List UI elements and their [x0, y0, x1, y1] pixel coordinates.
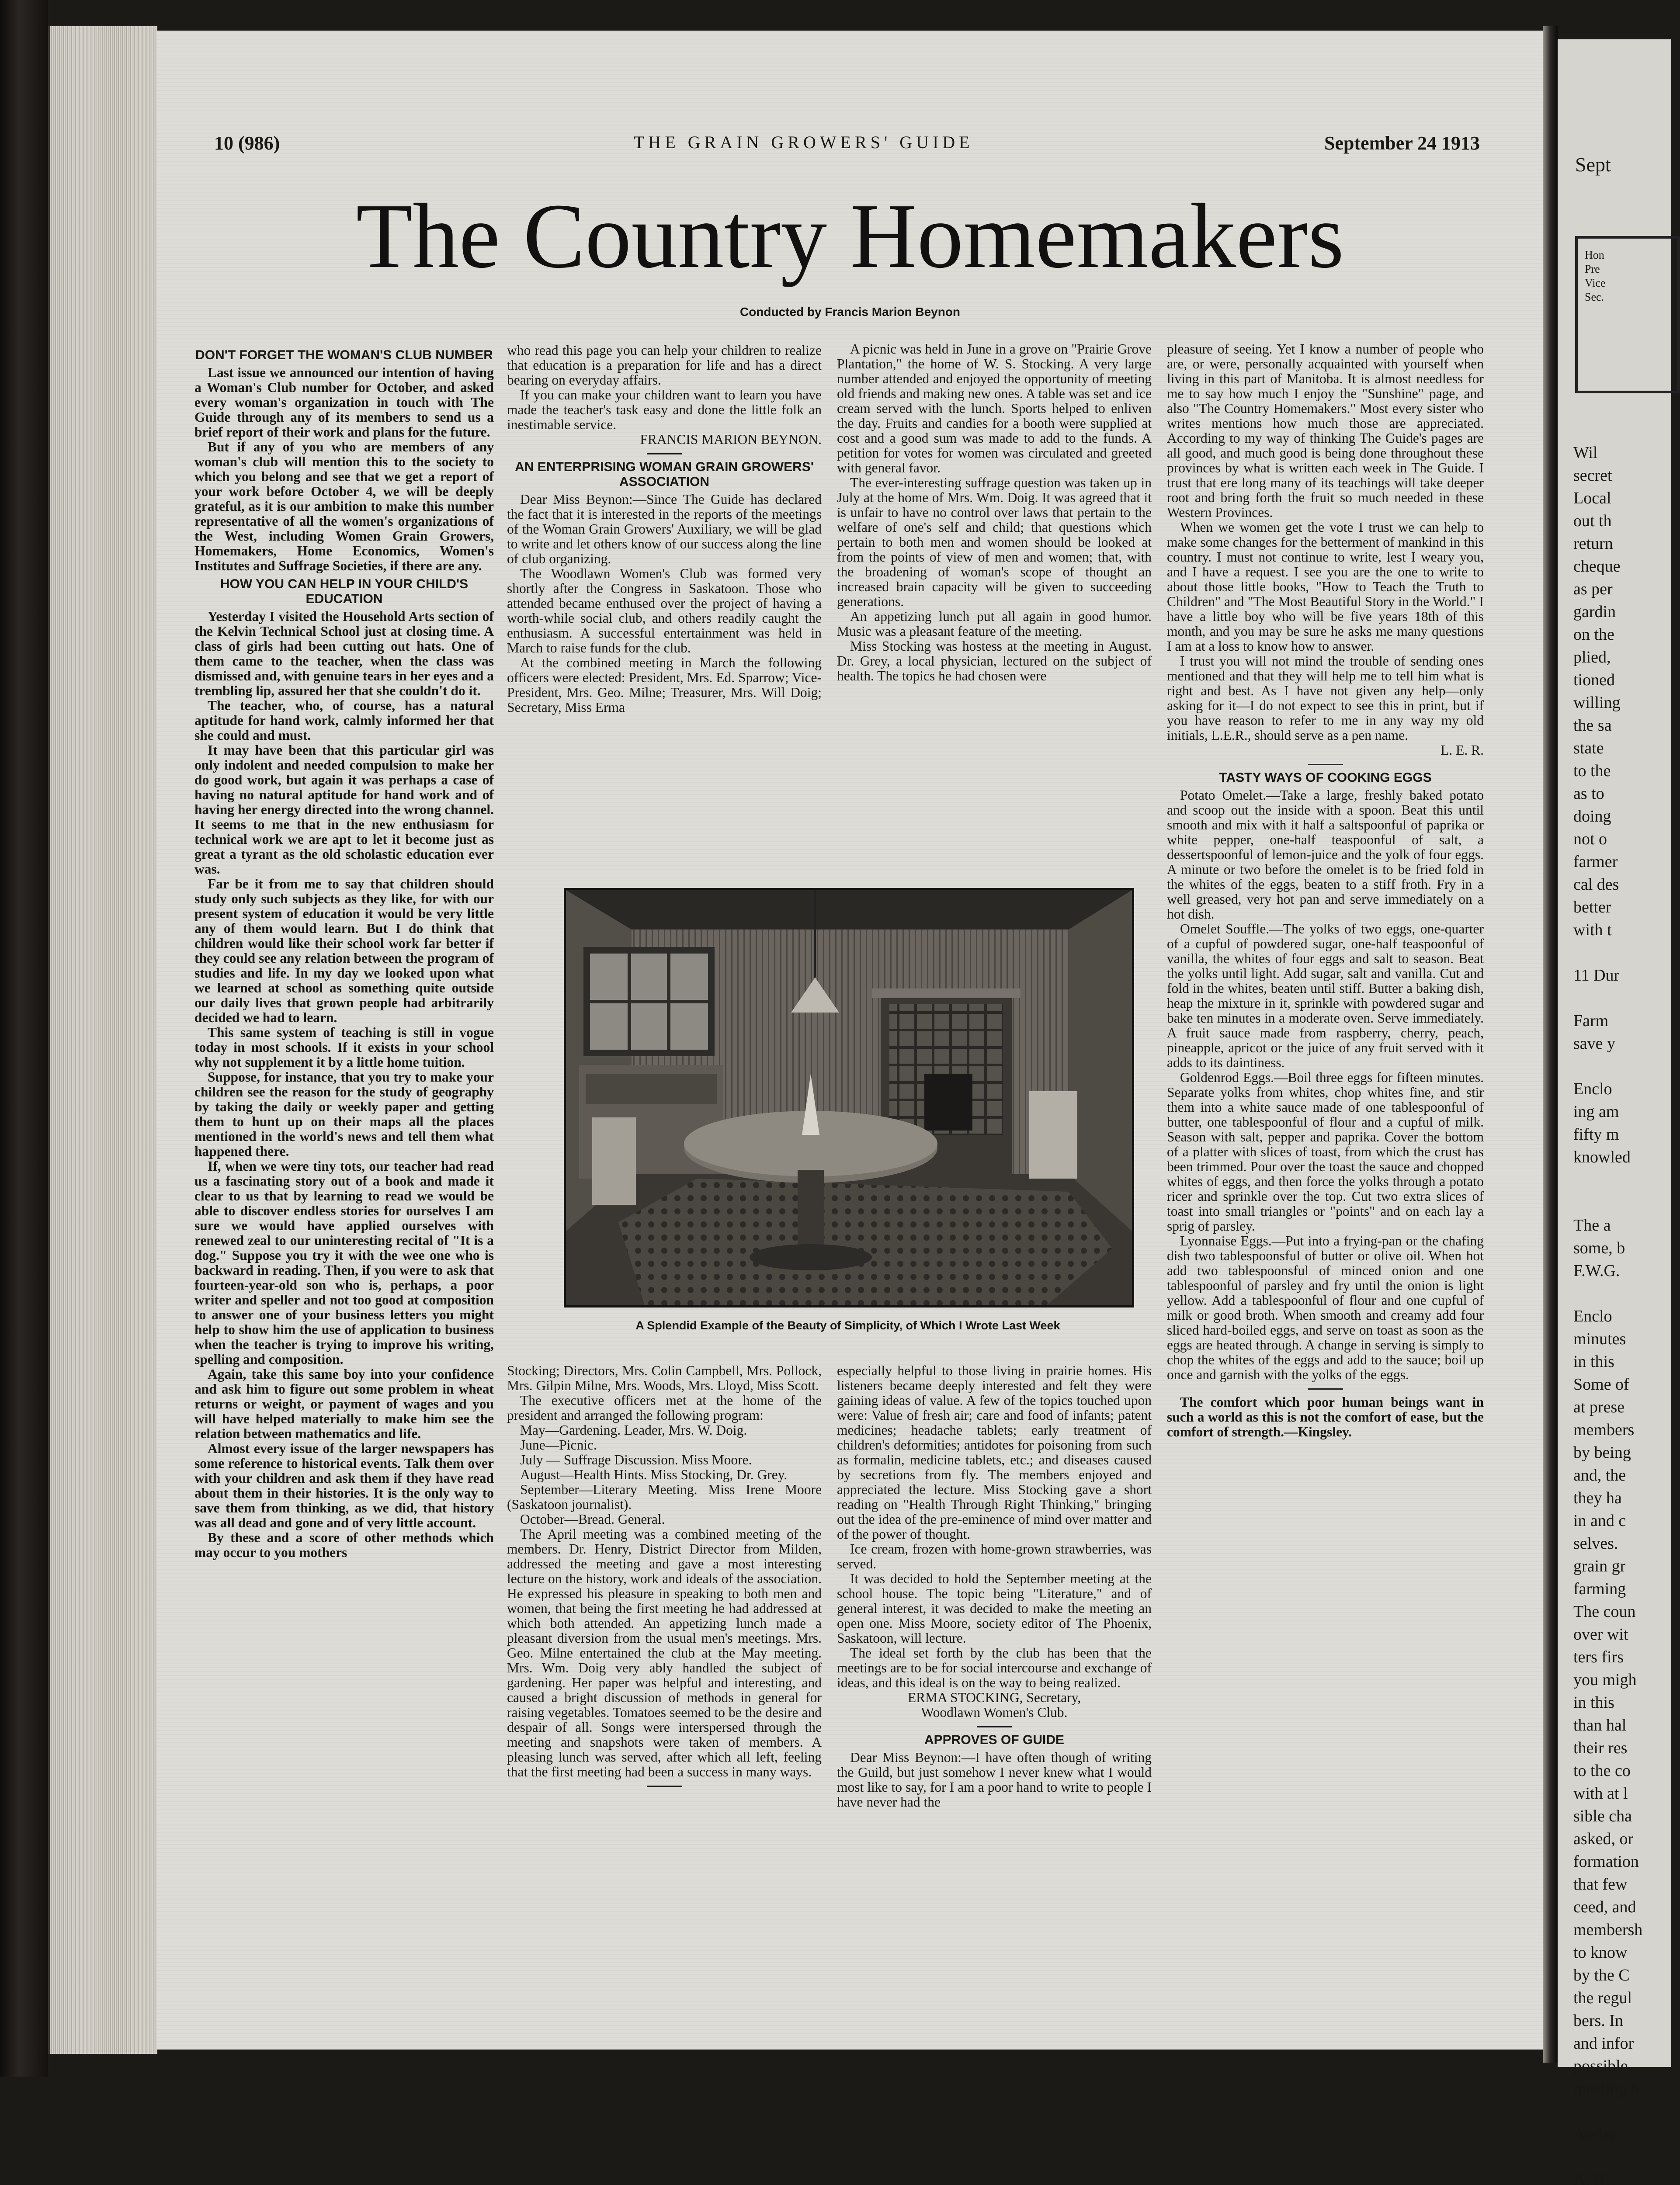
adjacent-line: ing am [1573, 1103, 1619, 1121]
paragraph: Ice cream, frozen with home-grown strawberries, was served. [837, 1541, 1152, 1571]
adjacent-line: secret [1573, 466, 1612, 485]
adjacent-line: in this [1573, 1693, 1614, 1712]
box-line: Hon [1585, 249, 1604, 261]
adjacent-line: by being [1573, 1443, 1631, 1462]
adjacent-line: asked, or [1573, 1830, 1634, 1848]
paragraph: Suppose, for instance, that you try to make your children see the reason for the study of geography by taking the daily or weekly paper and getting them to hunt up on their maps all the places mentioned in the world's news and tell them what happened there. [194, 1069, 494, 1159]
adjacent-page-date: Sept [1575, 153, 1611, 176]
paragraph: Yesterday I visited the Household Arts section of the Kelvin Technical School just at closing time. A class of girls had been cutting out hats. One of them came to the teacher, when the class was dismissed and, with genuine tears in her eyes and a trembling lip, assured her that she couldn't do it. [194, 609, 494, 698]
paragraph: This same system of teaching is still in vogue today in most schools. If it exists in your school why not supplement it by a little home tuition. [194, 1025, 494, 1070]
heading-association: AN ENTERPRISING WOMAN GRAIN GROWERS' ASSOCIATION [515, 460, 814, 489]
adjacent-line: members [1573, 1421, 1635, 1439]
adjacent-line: the sa [1573, 716, 1612, 735]
paragraph: Far be it from me to say that children should study only such subjects as they like, for with our present system of education it would be very little any of them would learn. But I do think that children would like their school work far better if they could see any relation between the program of studies and life. In my day we looked upon what we learned at school as something quite outside our daily lives that grown people had arbitrarily decided we had to learn. [194, 876, 494, 1025]
quote: The comfort which poor human beings want in such a world as this is not the comfort of ease, but the comfort of strength.—Kingsley. [1167, 1394, 1484, 1439]
paragraph: The executive officers met at the home of the president and arranged the following program: [507, 1393, 822, 1423]
signature: FRANCIS MARION BEYNON. [640, 432, 822, 447]
adjacent-line: not o [1573, 830, 1607, 848]
interior-photo [564, 888, 1134, 1308]
adjacent-line: Enclo [1573, 1080, 1612, 1098]
adjacent-line: to know [1573, 1943, 1628, 1962]
paragraph: Goldenrod Eggs.—Boil three eggs for fifteen minutes. Separate yolks from whites, chop whites fine, and stir them into a white sauce made of one tablespoonful of butter, one tablespoonful of flour and a cupful of milk. Season with salt, pepper and paprika. Cover the bottom of a platter with slices of toast, from which the crust has been trimmed. Pour over the toast the sauce and chopped whites of eggs, and then force the yolks through a potato ricer and sprinkle over the top. Cut two extra slices of toast into small triangles or "points" and on each lay a sprig of parsley. [1167, 1070, 1484, 1234]
adjacent-line: A. H. [1573, 2171, 1610, 2185]
adjacent-line [1573, 987, 1674, 1009]
adjacent-line: doing [1573, 807, 1611, 825]
adjacent-line: over wit [1573, 1625, 1628, 1644]
paragraph: When we women get the vote I trust we can help to make some changes for the betterment of mankind in this country. I must not continue to write, lest I weary you, and I have a request. I see you are the one to write to about those little books, "How to Teach the Truth to Children" and "The Most Beautiful Story in the World." I have a little boy who will be five years 18th of this month, and you may be sure he asks me many questions I am at a loss to know how to answer. [1167, 520, 1484, 654]
column-3 [837, 342, 1152, 875]
adjacent-line: selves. [1573, 1534, 1618, 1553]
adjacent-line: as to [1573, 784, 1604, 803]
paragraph: It may have been that this particular girl was only indolent and needed compulsion to make her do good work, but again it was perhaps a case of having no natural aptitude for hand work and of having her energy directed into the wrong channel. It seems to me that in the new enthusiasm for technical work we are apt to let it become just as great a tyrant as the old scholastic education ever was. [194, 742, 494, 877]
paragraph: The ideal set forth by the club has been that the meetings are to be for social intercourse and exchange of ideas, and this ideal is on the way to being realized. [837, 1645, 1152, 1690]
paragraph: especially helpful to those living in prairie homes. His listeners became deeply interested and felt they were gaining ideas of value. A few of the topics touched upon were: Value of fresh air; care and food of infants; patent medicines; headache tablets; early treatment of children's deformities; antidotes for poisoning from such as formalin, medicine tablets, etc.; and diseases caused by secretions from fly. The members enjoyed and appreciated the lecture. Miss Stocking gave a short reading on "Health Through Right Thinking," bringing out the idea of the pre-eminence of mind over matter and of the power of thought. [837, 1363, 1152, 1542]
section-title: The Country Homemakers [356, 184, 1344, 287]
adjacent-line [1573, 1169, 1674, 1191]
adjacent-line: fifty m [1573, 1125, 1619, 1144]
divider [1308, 764, 1343, 765]
adjacent-line: The a [1573, 1216, 1611, 1235]
adjacent-line: on the [1573, 625, 1614, 644]
adjacent-line: farming [1573, 1580, 1626, 1598]
paragraph: I trust you will not mind the trouble of sending ones mentioned and that they will help me to tell him what is right and best. As I have not given any help—only asking for it—I do not expect to see this in print, but if you have reason to refer to me in any way my old initials, L.E.R., should serve as a pen name. [1167, 653, 1484, 743]
adjacent-line: and infor [1573, 2034, 1634, 2053]
adjacent-line: gardin [1573, 603, 1616, 621]
column-4 [1167, 342, 1484, 1959]
paragraph: By these and a score of other methods which may occur to you mothers [194, 1530, 494, 1560]
adjacent-line: by the C [1573, 1966, 1630, 1984]
adjacent-line: ceed, and [1573, 1898, 1636, 1916]
paragraph: But if any of you who are members of any woman's club will mention this to the society to which you belong and see that we get a report of your work before October 4, we will be deeply grateful, as it is our ambition to make this number representative of all the women's organizations of the West, including Women Grain Growers, Homemakers, Home Economics, Women's Institutes and Suffrage Societies, if there are any. [194, 439, 494, 573]
divider [977, 1726, 1012, 1727]
adjacent-line: to the [1573, 762, 1611, 780]
heading-approves: APPROVES OF GUIDE [924, 1733, 1065, 1747]
paragraph: It was decided to hold the September meeting at the school house. The topic being "Literature," and of general interest, it was decided to make the meeting an open one. Miss Moore, society editor of The Phoenix, Saskatoon, will lecture. [837, 1571, 1152, 1646]
adjacent-line [1573, 941, 1674, 964]
adjacent-line: their res [1573, 1739, 1628, 1757]
adjacent-line: tioned [1573, 671, 1615, 689]
adjacent-line: in and c [1573, 1512, 1626, 1530]
adjacent-line: some, b [1573, 1239, 1625, 1257]
adjacent-line: out th [1573, 512, 1612, 530]
adjacent-line: meeting b [1573, 2080, 1639, 2098]
adjacent-line: grain gr [1573, 1557, 1626, 1575]
paragraph: If, when we were tiny tots, our teacher had read us a fascinating story out of a book and made it clear to us that by learning to read we would be able to discover endless stories for ourselves I am sure we would have applied ourselves with renewed zeal to our uninteresting recital of "It is a dog." Suppose you try it with the wee one who is backward in reading. Then, if you were to ask that fourteen-year-old son who is, perhaps, a poor writer and speller and not too good at composition to answer one of your business letters you might help to show him the use of application to business when the teacher is trying to improve his writing, spelling and composition. [194, 1158, 494, 1367]
program-item: October—Bread. General. [520, 1512, 665, 1527]
adjacent-line: possible, [1573, 2057, 1632, 2075]
adjacent-line: formation [1573, 1852, 1639, 1871]
signature-org: Woodlawn Women's Club. [921, 1705, 1068, 1720]
adjacent-line [1573, 1055, 1674, 1078]
paragraph: An appetizing lunch put all again in good humor. Music was a pleasant feature of the meeting. [837, 609, 1152, 639]
box-line: Vice [1585, 277, 1606, 289]
adjacent-line: willing [1573, 694, 1621, 712]
photo-caption: A Splendid Example of the Beauty of Simplicity, of Which I Wrote Last Week [635, 1319, 1060, 1332]
program-item: September—Literary Meeting. Miss Irene Moore (Saskatoon journalist). [507, 1482, 822, 1512]
heading-child-education: HOW YOU CAN HELP IN YOUR CHILD'S EDUCATION [220, 577, 469, 606]
adjacent-line: membersh [1573, 1921, 1643, 1939]
adjacent-line: the regul [1573, 1989, 1632, 2007]
paragraph: The April meeting was a combined meeting of the members. Dr. Henry, District Director from Milden, addressed the meeting and gave a most interesting lecture on the history, work and ideals of the association. He expressed his pleasure in speaking to both men and women, that being the first meeting he had addressed at which both attended. An appetizing lunch made a pleasant diversion from the usual men's meetings. Mrs. Geo. Milne entertained the club at the May meeting. Mrs. Wm. Doig very ably handled the subject of gardening. Her paper was helpful and interesting, and caused a bright discussion of methods in general for raising vegetables. Tomatoes seemed to be the desire and despair of all. Songs were interspersed through the meeting and snapshots were taken of members. A pleasing lunch was served, after which all left, feeling that the first meeting had been a success in many ways. [507, 1526, 822, 1779]
program-item: May—Gardening. Leader, Mrs. W. Doig. [520, 1422, 747, 1438]
paragraph: Omelet Souffle.—The yolks of two eggs, one-quarter of a cupful of powdered sugar, one-half teaspoonful of vanilla, the whites of four eggs and salt to season. Beat the yolks until light. Add sugar, salt and vanilla. Cut and fold in the whites, beaten until stiff. Butter a baking dish, heap the mixture in it, sprinkle with powdered sugar and bake ten minutes in a moderate oven. Serve immediately. A fruit sauce made from raspberry, cherry, peach, pineapple, apricot or the juice of any fruit served with it adds to its daintiness. [1167, 921, 1484, 1070]
issue-date: September 24 1913 [1324, 132, 1480, 154]
adjacent-line: and, the [1573, 1466, 1626, 1484]
column-3-continued [837, 1363, 1152, 2032]
adjacent-line: plied, [1573, 648, 1611, 666]
heading-womans-club: DON'T FORGET THE WOMAN'S CLUB NUMBER [195, 348, 493, 362]
adjacent-line: cal des [1573, 875, 1619, 894]
adjacent-page [1558, 39, 1671, 2185]
adjacent-line: Farm [1573, 1012, 1609, 1030]
adjacent-line: with t [1573, 921, 1612, 939]
room-illustration [566, 890, 1132, 1305]
adjacent-line: F.W.G. [1573, 1262, 1620, 1280]
adjacent-page-text [1573, 441, 1674, 2185]
adjacent-line: that few [1573, 1875, 1628, 1894]
paragraph: Potato Omelet.—Take a large, freshly baked potato and scoop out the inside with a spoon. Beat this until smooth and mix with it half a saltspoonful of paprika or white pepper, one-half teaspoonful of salt, a dessertspoonful of lemon-juice and the yolk of four eggs. A minute or two before the omelet is to be fried fold in the whites of the eggs, beaten to a stiff froth. Fry in a well greased, very hot pan and serve immediately on a hot dish. [1167, 787, 1484, 922]
adjacent-line: return [1573, 534, 1613, 553]
adjacent-line: Arelee. [1573, 2125, 1622, 2143]
adjacent-line: Local [1573, 489, 1611, 507]
paragraph: Last issue we announced our intention of having a Woman's Club number for October, and asked every woman's organization in touch with The Guide through any of its members to send us a brief report of their work and plans for the future. [194, 365, 494, 440]
adjacent-line: farmer [1573, 853, 1618, 871]
adjacent-line: at prese [1573, 1398, 1625, 1416]
paragraph: A picnic was held in June in a grove on "Prairie Grove Plantation," the home of W. S. Stocking. A very large number attended and enjoyed the opportunity of meeting old friends and making new ones. A table was set and ice cream served with the lunch. Sports helped to enliven the day. Fruits and candies for a booth were supplied at cost and a good sum was made to add to the funds. A petition for votes for women was circulated and greeted with general favor. [837, 341, 1152, 475]
paragraph: The teacher, who, of course, has a natural aptitude for hand work, calmly informed her that she could and must. [194, 698, 494, 743]
paragraph: Lyonnaise Eggs.—Put into a frying-pan or the chafing dish two tablespoonsful of butter or olive oil. When hot add two tablespoonsful of minced onion and one tablespoonful of parsley and fry until the onion is light yellow. Add a tablespoonful of flour and one cupful of milk or good broth. When smooth and creamy add four sliced hard-boiled eggs, and serve on toast as soon as the eggs are heated through. A change in serving is simply to chop the whites of the eggs and add to the sauce; boil up once and garnish with the yolks of the eggs. [1167, 1233, 1484, 1382]
paragraph: Stocking; Directors, Mrs. Colin Campbell, Mrs. Pollock, Mrs. Gilpin Milne, Mrs. Woods, Mrs. Lloyd, Miss Scott. [507, 1363, 822, 1393]
program-item: August—Health Hints. Miss Stocking, Dr. Grey. [520, 1467, 788, 1482]
adjacent-line: The coun [1573, 1602, 1636, 1621]
page-number: 10 (986) [214, 132, 280, 154]
adjacent-line: to the co [1573, 1762, 1631, 1780]
paragraph: The ever-interesting suffrage question was taken up in July at the home of Mrs. Wm. Doig. It was agreed that it is unfair to have no control over laws that pertain to the welfare of one's self and child; that questions which pertain to both men and women should be looked at from the points of view of men and women; that, with the broadening of woman's scope of thought an increased brain capacity will be given to succeeding generations. [837, 475, 1152, 609]
adjacent-line: better [1573, 898, 1611, 916]
page-gutter [1543, 26, 1558, 2063]
journal-name: THE GRAIN GROWERS' GUIDE [634, 132, 974, 152]
paragraph: Dear Miss Beynon:—Since The Guide has declared the fact that it is interested in the reports of the meetings of the Woman Grain Growers' Auxiliary, we will be glad to write and let others know of our success along the line of club organizing. [507, 492, 822, 566]
adjacent-line: than hal [1573, 1716, 1627, 1734]
book-binding [0, 0, 48, 2077]
adjacent-line: Some of [1573, 1375, 1629, 1394]
section-byline: Conducted by Francis Marion Beynon [739, 305, 961, 319]
adjacent-line: with at l [1573, 1784, 1628, 1803]
divider [1308, 1388, 1343, 1390]
divider [647, 1786, 682, 1787]
signature: L. E. R. [1440, 742, 1484, 758]
adjacent-line: as per [1573, 580, 1613, 598]
adjacent-line [1573, 1191, 1674, 1214]
paragraph: Dear Miss Beynon:—I have often though of writing the Guild, but just somehow I never knew what I would most like to say, for I am a poor hand to write to people I have never had the [837, 1750, 1152, 1810]
heading-eggs: TASTY WAYS OF COOKING EGGS [1219, 770, 1432, 785]
adjacent-line: in this [1573, 1353, 1614, 1371]
adjacent-line: save y [1573, 1034, 1616, 1053]
adjacent-line [1573, 2146, 1674, 2168]
adjacent-line: 11 Dur [1573, 966, 1620, 985]
adjacent-line: sible cha [1573, 1807, 1632, 1825]
paragraph: The Woodlawn Women's Club was formed very shortly after the Congress in Saskatoon. Those who attended became enthused over the project of having a worth-while social club, and others readily caught the enthusiasm. A successful entertainment was held in March to raise funds for the club. [507, 566, 822, 656]
box-line: Sec. [1585, 291, 1604, 303]
program-item: July — Suffrage Discussion. Miss Moore. [520, 1452, 752, 1467]
divider [647, 453, 682, 454]
paragraph: Almost every issue of the larger newspapers has some reference to historical events. Talk them over with your children and ask them if they have read about them in their histories. It is the only way to save them from thinking, as we did, that history was all dead and gone and of very little account. [194, 1441, 494, 1530]
column-2-continued [507, 1363, 822, 2032]
paragraph: pleasure of seeing. Yet I know a number of people who are, or were, personally acquainted with yourself when living in this part of Manitoba. It is almost needless for me to say how much I enjoy the "Sunshine" page, and also "The Country Homemakers." Most every sister who writes mentions how much those are appreciated. According to my way of thinking The Guide's pages are all good, and much good is being done throughout these provinces by what is written each week in The Guide. I trust that ere long many of its teachings will take deeper root and bring forth the fruit so much needed in these Western Provinces. [1167, 341, 1484, 520]
adjacent-line: knowled [1573, 1148, 1631, 1166]
signature: ERMA STOCKING, Secretary, [907, 1690, 1081, 1705]
adjacent-line: bers. In [1573, 2012, 1623, 2030]
adjacent-line: they ha [1573, 1489, 1622, 1507]
adjacent-line: ters firs [1573, 1648, 1624, 1666]
program-item: June—Picnic. [520, 1437, 597, 1453]
adjacent-line: cheque [1573, 557, 1621, 576]
adjacent-line: you migh [1573, 1671, 1637, 1689]
adjacent-line: Enclo [1573, 1307, 1612, 1325]
page-edges [48, 26, 157, 2054]
paragraph: Miss Stocking was hostess at the meeting in August. Dr. Grey, a local physician, lectured on the subject of health. The topics he had chosen were [837, 638, 1152, 683]
column-1 [194, 344, 494, 1944]
adjacent-page-officers-box [1575, 236, 1680, 393]
paragraph: who read this page you can help your children to realize that education is a preparation for life and has a direct bearing on everyday affairs. [507, 343, 822, 388]
newspaper-page [157, 31, 1543, 2050]
adjacent-line: minutes [1573, 1330, 1626, 1348]
adjacent-line [1573, 1282, 1674, 1305]
adjacent-line: state [1573, 739, 1604, 757]
box-line: Pre [1585, 263, 1600, 275]
paragraph: At the combined meeting in March the following officers were elected: President, Mrs. Ed. Sparrow; Vice-President, Mrs. Geo. Milne; Treasurer, Mrs. Will Doig; Secretary, Miss Erma [507, 655, 822, 715]
column-2 [507, 343, 822, 876]
adjacent-line: Wil [1573, 444, 1598, 462]
paragraph: Again, take this same boy into your confidence and ask him to figure out some problem in wheat returns or weight, or payment of wages and you will have helped materially to make him see the relation between mathematics and life. [194, 1366, 494, 1441]
paragraph: If you can make your children want to learn you have made the teacher's task easy and done the little folk an inestimable service. [507, 387, 822, 432]
adjacent-line [1573, 2100, 1674, 2123]
